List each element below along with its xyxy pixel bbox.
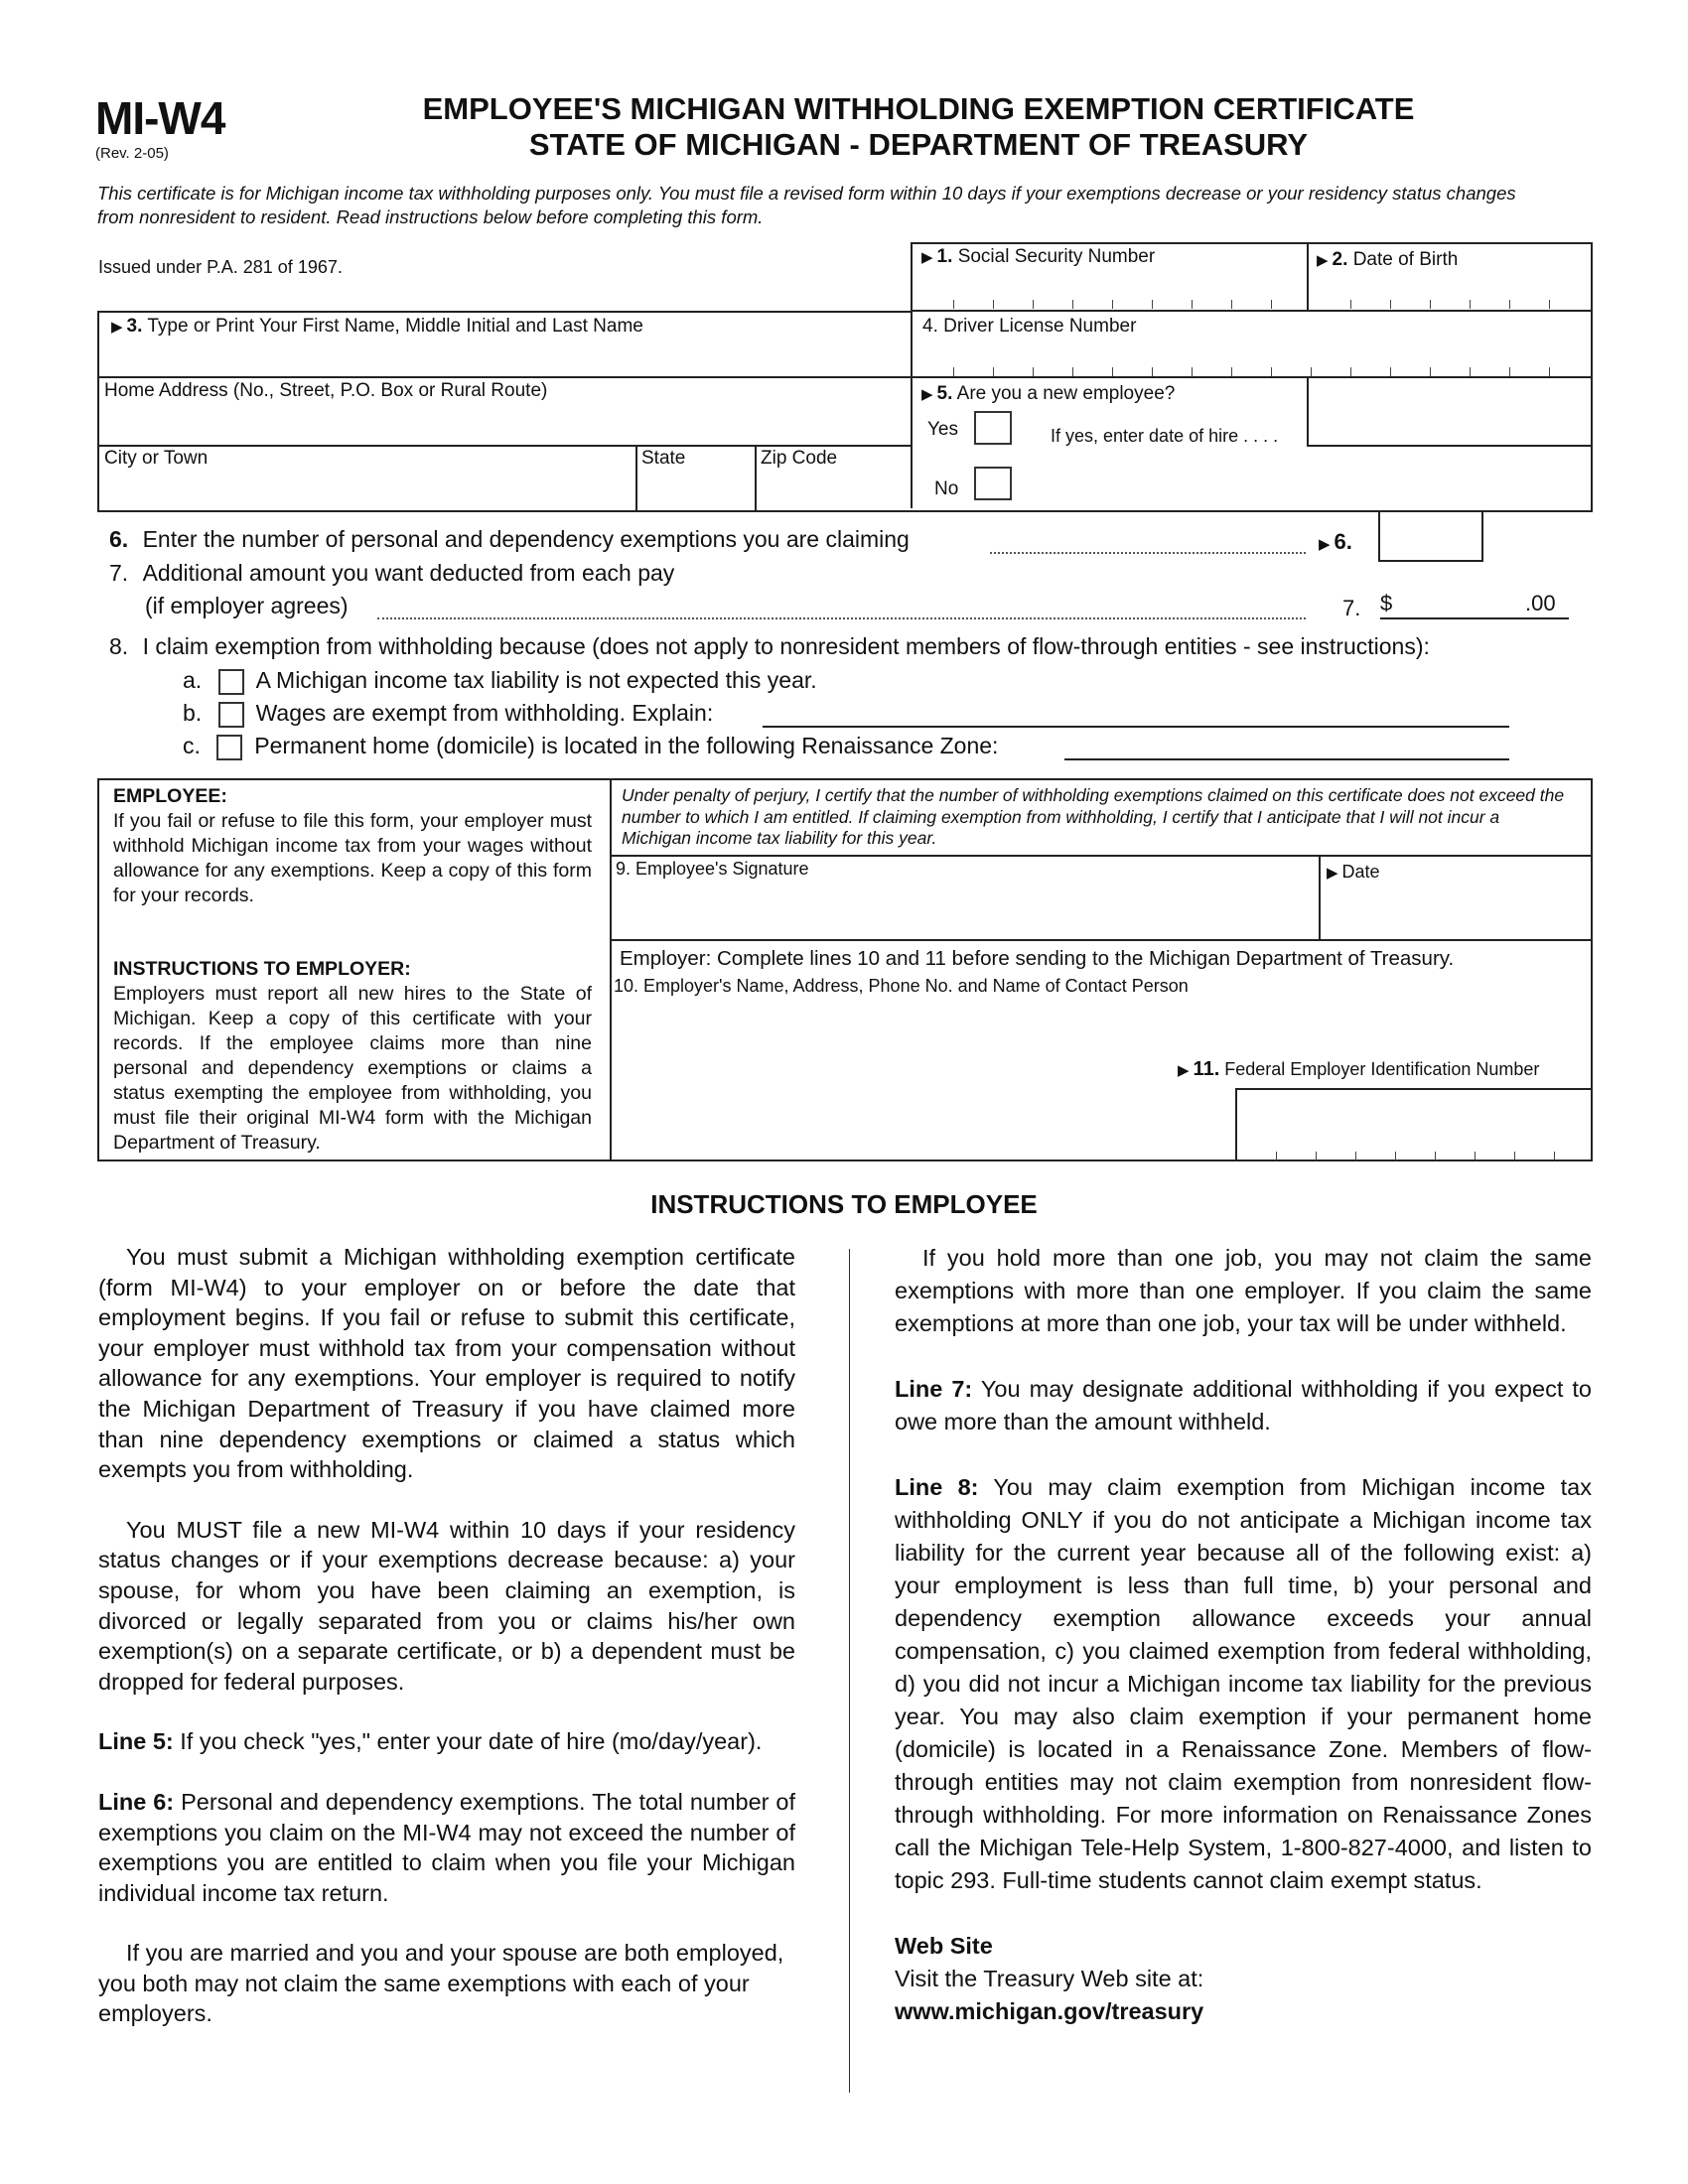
- intro-line-1: This certificate is for Michigan income tax withholding purposes only. You must file a revised form within 10 days if your exemptions decrease or your residency status changes: [97, 183, 1516, 204]
- line-8b-text: Wages are exempt from withholding. Explain:: [255, 700, 714, 726]
- line-5-instruction: [98, 1726, 795, 1757]
- line-7-text-1: Additional amount you want deducted from each pay: [142, 560, 675, 586]
- signature-date-input[interactable]: [1321, 886, 1589, 937]
- line-7-label: Line 7:: [895, 1376, 973, 1402]
- name-field-label: ▶ 3. Type or Print Your First Name, Middle Initial and Last Name: [111, 316, 643, 337]
- signature-label: 9. Employee's Signature: [616, 859, 809, 879]
- fein-input[interactable]: [1237, 1090, 1589, 1158]
- line-8-instruction-text: You may claim exemption from Michigan income tax withholding ONLY if you do not anticipate a Michigan income tax liability for the current year because all of the following exist: a) your employment is less than full time, b) your personal and dependency exemption allowance exceeds your annual compensation, c) you claimed exemption from federal withholding, d) you did not incur a Michigan income tax liability for the previous year. You may also claim exemption if your permanent home (domicile) is located in a Renaissance Zone. Members of flow-through entities may not claim exemption from nonresident flow-through withholding. For more information on Renaissance Zones call the Michigan Tele-Help System, 1-800-827-4000, and listen to topic 293. Full-time students cannot claim exempt status.: [895, 1474, 1593, 1893]
- city-field-label: City or Town: [104, 448, 209, 469]
- employer-info-input[interactable]: [612, 1001, 1227, 1155]
- line-5-text: If you check "yes," enter your date of hire (mo/day/year).: [180, 1728, 763, 1755]
- line-8a-checkbox[interactable]: [218, 669, 244, 695]
- line-8a: [183, 667, 817, 695]
- line-11-label: ▶ 11. Federal Employer Identification Number: [1178, 1058, 1540, 1080]
- dl-field-label: 4. Driver License Number: [922, 316, 1137, 337]
- line-8c-letter: c.: [183, 733, 201, 758]
- ssn-field-label: ▶ 1. Social Security Number: [921, 246, 1156, 267]
- line-8-label: Line 8:: [895, 1474, 979, 1500]
- line-7-instruction-text: You may designate additional withholding if you expect to owe more than the amount withheld.: [895, 1376, 1592, 1434]
- line-6-instruction: [98, 1787, 795, 1908]
- line-7-number: 7.: [109, 560, 129, 586]
- web-site-section: [895, 1930, 1592, 2028]
- arrow-right-icon: ▶: [1317, 252, 1329, 269]
- renaissance-zone-input[interactable]: [1064, 733, 1509, 760]
- married-paragraph: If you are married and you and your spouse are both employed, you both may not claim the same exemptions with each of your employers.: [98, 1940, 784, 2027]
- line-8c: [183, 733, 998, 760]
- no-checkbox[interactable]: [974, 467, 1012, 500]
- arrow-right-icon: ▶: [111, 319, 123, 336]
- line-6-instruction-text: Personal and dependency exemptions. The total number of exemptions you claim on the MI-W4 may not exceed the number of exemptions you are entitled to claim when you file your Michigan individual income tax return.: [98, 1788, 796, 1906]
- no-label: No: [934, 478, 959, 499]
- dob-field-label: ▶ 2. Date of Birth: [1317, 249, 1459, 270]
- line-6-ref: ▶ 6.: [1319, 529, 1352, 554]
- arrow-right-icon: ▶: [921, 386, 933, 403]
- line-6-text: Enter the number of personal and dependency exemptions you are claiming: [142, 526, 910, 552]
- new-employee-label: ▶ 5. Are you a new employee?: [921, 383, 1176, 404]
- line-6: [109, 526, 910, 553]
- line-6-number: 6.: [109, 526, 129, 552]
- web-site-heading: Web Site: [895, 1933, 993, 1959]
- employer-instructions-box: [113, 957, 592, 1156]
- title-line-1: EMPLOYEE'S MICHIGAN WITHHOLDING EXEMPTION CERTIFICATE: [422, 91, 1415, 126]
- state-input[interactable]: [637, 471, 753, 508]
- line-7-instruction: [895, 1373, 1592, 1438]
- line-8b-checkbox[interactable]: [218, 702, 244, 728]
- line-8-instruction: [895, 1471, 1592, 1897]
- line-8b-letter: b.: [183, 700, 203, 726]
- employee-text: If you fail or refuse to file this form, your employer must withhold Michigan income tax from your wages without allowance for any exemptions. Keep a copy of this form for your records.: [113, 810, 592, 906]
- arrow-right-icon: ▶: [1327, 865, 1338, 882]
- instructions-right-column: [895, 1242, 1592, 2028]
- address-input[interactable]: [99, 405, 909, 443]
- instructions-paragraph-1: You must submit a Michigan withholding exemption certificate (form MI-W4) to your employer on or before the date that employment begins. If you fail or refuse to submit this certificate, your employer must withhold tax from your compensation without allowance for any exemptions. Your employer is required to notify the Michigan Department of Treasury if you have claimed more than nine dependency exemptions or claimed a status which exempts you from withholding.: [98, 1244, 795, 1483]
- employer-instruction: Employer: Complete lines 10 and 11 before sending to the Michigan Department of Treasury.: [620, 947, 1455, 970]
- line-7-ref: 7.: [1342, 596, 1361, 620]
- line-8: [109, 633, 1430, 660]
- line-7-dollar: $: [1380, 591, 1393, 615]
- name-input[interactable]: [99, 340, 909, 375]
- arrow-right-icon: ▶: [1319, 536, 1331, 553]
- line-8-number: 8.: [109, 633, 129, 659]
- instructions-left-column: [98, 1242, 795, 2029]
- multi-job-paragraph: If you hold more than one job, you may not claim the same exemptions with more than one employer. If you claim the same exemptions at more than one job, your tax will be under withheld.: [895, 1245, 1592, 1336]
- arrow-right-icon: ▶: [921, 249, 933, 266]
- employee-heading: EMPLOYEE:: [113, 785, 227, 807]
- line-6-label: Line 6:: [98, 1788, 175, 1815]
- perjury-text: Under penalty of perjury, I certify that the number of withholding exemptions claimed on this certificate does not exceed the number to which I am entitled. If claiming exemption from withholding, I certify that I anticipate that I will not incur a Michigan income tax liability for this year.: [622, 785, 1565, 848]
- explain-input[interactable]: [763, 700, 1509, 728]
- line-8c-checkbox[interactable]: [216, 735, 242, 760]
- instructions-paragraph-2: You MUST file a new MI-W4 within 10 days if your residency status changes or if your exemptions decrease because: a) your spouse, for whom you have been claiming an exemption, is divorced or legally separated from you or claims his/her own exemption(s) on a separate certificate, or b) a dependent must be dropped for federal purposes.: [98, 1516, 795, 1695]
- line-7-text-2: (if employer agrees): [145, 593, 349, 618]
- line-10-label: 10. Employer's Name, Address, Phone No. and Name of Contact Person: [614, 976, 1189, 996]
- employer-text: Employers must report all new hires to the State of Michigan. Keep a copy of this certificate with your records. If the employee claims more than nine personal and dependency exemptions or claims a status exempting the employee from withholding, you must file their original MI-W4 form with the Michigan Department of Treasury.: [113, 983, 592, 1154]
- driver-license-input[interactable]: [913, 340, 1589, 375]
- zip-field-label: Zip Code: [761, 448, 838, 469]
- issued-under: Issued under P.A. 281 of 1967.: [98, 257, 343, 277]
- exemptions-input[interactable]: [1378, 512, 1483, 562]
- web-site-text: Visit the Treasury Web site at:: [895, 1966, 1204, 1991]
- intro-text: [97, 182, 1607, 229]
- line-8c-text: Permanent home (domicile) is located in the following Renaissance Zone:: [254, 733, 999, 758]
- title-line-2: STATE OF MICHIGAN - DEPARTMENT OF TREASURY: [528, 127, 1309, 162]
- instructions-heading: INSTRUCTIONS TO EMPLOYEE: [650, 1189, 1038, 1219]
- city-input[interactable]: [99, 471, 633, 508]
- address-field-label: Home Address (No., Street, P.O. Box or Rural Route): [104, 380, 548, 401]
- signature-input[interactable]: [612, 882, 1317, 937]
- web-site-url[interactable]: www.michigan.gov/treasury: [895, 1998, 1204, 2024]
- arrow-right-icon: ▶: [1178, 1062, 1190, 1079]
- yes-checkbox[interactable]: [974, 411, 1012, 445]
- line-8-text: I claim exemption from withholding because (does not apply to nonresident members of flow-through entities - see instructions):: [142, 633, 1430, 659]
- line-7-cents: .00: [1525, 591, 1556, 615]
- hire-date-label: If yes, enter date of hire . . . .: [1051, 426, 1279, 446]
- yes-label: Yes: [927, 419, 958, 440]
- line-7: [109, 560, 674, 587]
- revision: (Rev. 2-05): [95, 145, 169, 162]
- line-8b: [183, 700, 713, 728]
- line-8a-letter: a.: [183, 667, 203, 693]
- ssn-input[interactable]: [913, 268, 1306, 309]
- zip-input[interactable]: [757, 471, 909, 508]
- state-field-label: State: [641, 448, 686, 469]
- line-8a-text: A Michigan income tax liability is not expected this year.: [255, 667, 817, 693]
- form-id: MI-W4: [95, 92, 225, 144]
- employee-box: [113, 784, 592, 908]
- employer-heading: INSTRUCTIONS TO EMPLOYER:: [113, 958, 411, 980]
- intro-line-2: from nonresident to resident. Read instructions below before completing this form.: [97, 206, 764, 227]
- hire-date-input[interactable]: [1309, 379, 1590, 443]
- date-label: ▶ Date: [1327, 862, 1380, 882]
- line-5-label: Line 5:: [98, 1728, 174, 1755]
- form-title: [377, 91, 1460, 163]
